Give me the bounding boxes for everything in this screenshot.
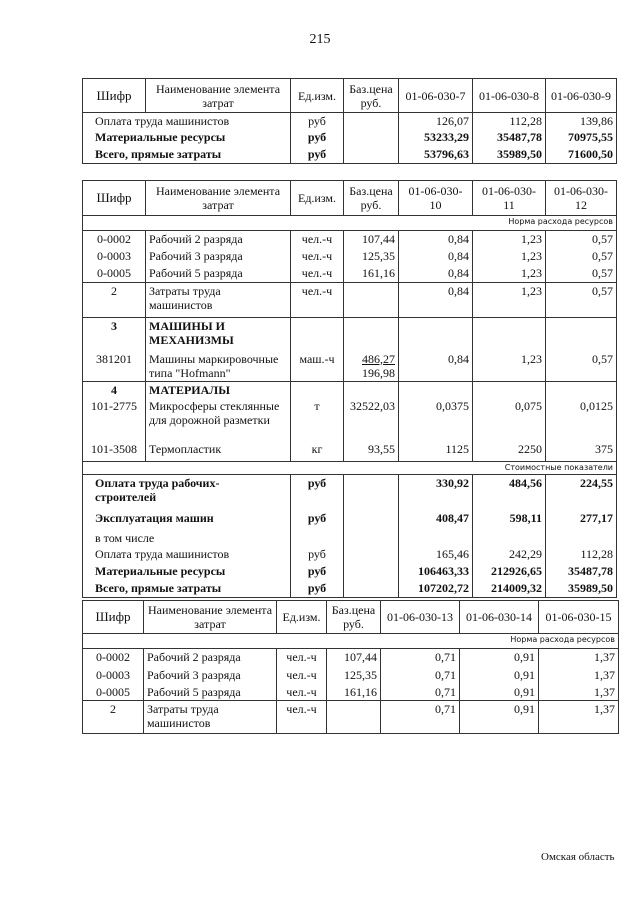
table-row <box>83 510 617 530</box>
base-price-cell <box>344 563 399 580</box>
unit-cell: чел.-ч <box>277 701 327 734</box>
value-cell: 0,0125 <box>546 398 617 441</box>
value-cell: 484,56 <box>473 474 546 510</box>
table-row <box>83 318 617 351</box>
value-cell: 375 <box>546 441 617 461</box>
value-cell: 0,71 <box>381 701 460 734</box>
value-cell <box>546 381 617 398</box>
code-cell: 0-0002 <box>83 231 146 248</box>
base-price-cell <box>344 580 399 597</box>
unit-cell <box>291 318 344 351</box>
unit-cell: руб <box>291 546 344 563</box>
value-cell: 106463,33 <box>399 563 473 580</box>
column-header: 01-06-030-9 <box>546 79 617 113</box>
price-line: 196,98 <box>362 365 395 380</box>
base-price-cell <box>344 129 399 146</box>
name-cell: МАТЕРИАЛЫ <box>146 381 291 398</box>
section-label-row <box>83 216 617 231</box>
unit-cell <box>291 381 344 398</box>
unit-cell <box>291 530 344 546</box>
value-cell: 107202,72 <box>399 580 473 597</box>
code-cell: 0-0005 <box>83 265 146 283</box>
name-cell: Материальные ресурсы <box>83 129 291 146</box>
table-row <box>83 351 617 382</box>
name-cell: Термопластик <box>146 441 291 461</box>
unit-cell: чел.-ч <box>277 649 327 667</box>
code-cell: 0-0003 <box>83 248 146 265</box>
base-price-cell <box>344 318 399 351</box>
value-cell: 112,28 <box>473 113 546 130</box>
table-row <box>83 563 617 580</box>
column-header: Наименование элемента затрат <box>146 79 291 113</box>
code-cell: 3 <box>83 318 146 351</box>
value-cell: 35989,50 <box>546 580 617 597</box>
table-row <box>83 701 619 734</box>
value-cell: 242,29 <box>473 546 546 563</box>
base-price-cell: 125,35 <box>327 667 381 684</box>
value-cell: 112,28 <box>546 546 617 563</box>
column-header: Шифр <box>83 181 146 216</box>
value-cell <box>546 318 617 351</box>
value-cell <box>473 530 546 546</box>
column-header: Баз.цена руб. <box>327 601 381 634</box>
name-cell: Материальные ресурсы <box>83 563 291 580</box>
value-cell: 2250 <box>473 441 546 461</box>
value-cell <box>399 318 473 351</box>
column-header: 01-06-030-14 <box>460 601 539 634</box>
value-cell: 0,57 <box>546 265 617 283</box>
value-cell: 0,84 <box>399 265 473 283</box>
code-cell: 2 <box>83 283 146 318</box>
cost-table-1 <box>82 78 617 164</box>
column-header: Ед.изм. <box>291 181 344 216</box>
column-header: 01-06-030-15 <box>539 601 619 634</box>
base-price-cell <box>344 474 399 510</box>
name-cell: Рабочий 2 разряда <box>146 231 291 248</box>
value-cell: 139,86 <box>546 113 617 130</box>
base-price-cell: 125,35 <box>344 248 399 265</box>
code-cell: 2 <box>83 701 144 734</box>
name-cell: Затраты труда машинистов <box>146 283 291 318</box>
base-price-cell: 161,16 <box>344 265 399 283</box>
value-cell: 1,37 <box>539 684 619 701</box>
unit-cell: руб <box>291 474 344 510</box>
column-header: 01-06-030-13 <box>381 601 460 634</box>
base-price-cell: 93,55 <box>344 441 399 461</box>
value-cell <box>399 530 473 546</box>
name-cell: Оплата труда рабочих- строителей <box>83 474 291 510</box>
unit-cell: маш.-ч <box>291 351 344 382</box>
header-row <box>83 79 617 113</box>
column-header: Шифр <box>83 79 146 113</box>
code-cell: 4 <box>83 381 146 398</box>
value-cell: 35487,78 <box>546 563 617 580</box>
unit-cell: руб <box>291 146 344 163</box>
value-cell: 1,37 <box>539 667 619 684</box>
value-cell: 53796,63 <box>399 146 473 163</box>
unit-cell: кг <box>291 441 344 461</box>
table-row <box>83 667 619 684</box>
value-cell: 0,0375 <box>399 398 473 441</box>
unit-cell: руб <box>291 580 344 597</box>
table-row <box>83 248 617 265</box>
value-cell: 212926,65 <box>473 563 546 580</box>
unit-cell: руб <box>291 113 344 130</box>
base-price-cell: 107,44 <box>327 649 381 667</box>
cost-table-3 <box>82 600 619 734</box>
unit-cell: чел.-ч <box>291 248 344 265</box>
column-header: 01-06-030- 11 <box>473 181 546 216</box>
code-cell: 0-0005 <box>83 684 144 701</box>
name-cell: МАШИНЫ И МЕХАНИЗМЫ <box>146 318 291 351</box>
unit-cell: чел.-ч <box>291 231 344 248</box>
table-row <box>83 381 617 398</box>
value-cell: 1,23 <box>473 231 546 248</box>
name-cell: Рабочий 3 разряда <box>144 667 277 684</box>
base-price-cell <box>344 351 399 382</box>
value-cell: 126,07 <box>399 113 473 130</box>
name-cell: Эксплуатация машин <box>83 510 291 530</box>
value-cell: 0,57 <box>546 351 617 382</box>
value-cell: 71600,50 <box>546 146 617 163</box>
value-cell: 0,71 <box>381 649 460 667</box>
section-label: Норма расхода ресурсов <box>83 216 617 231</box>
table-row <box>83 146 617 163</box>
code-cell: 101-3508 <box>83 441 146 461</box>
table-row <box>83 129 617 146</box>
name-cell: Оплата труда машинистов <box>83 113 291 130</box>
section-label-row <box>83 461 617 474</box>
column-header: 01-06-030- 10 <box>399 181 473 216</box>
name-cell: Машины маркировочные типа "Hofmann" <box>146 351 291 382</box>
code-cell: 101-2775 <box>83 398 146 441</box>
value-cell: 277,17 <box>546 510 617 530</box>
value-cell: 53233,29 <box>399 129 473 146</box>
unit-cell: руб <box>291 510 344 530</box>
column-header: 01-06-030- 12 <box>546 181 617 216</box>
header-row <box>83 181 617 216</box>
value-cell: 0,84 <box>399 248 473 265</box>
value-cell: 1,23 <box>473 283 546 318</box>
value-cell: 0,84 <box>399 283 473 318</box>
table-row <box>83 474 617 510</box>
value-cell: 0,84 <box>399 231 473 248</box>
value-cell: 0,91 <box>460 684 539 701</box>
column-header: Ед.изм. <box>277 601 327 634</box>
column-header: Баз.цена руб. <box>344 79 399 113</box>
column-header: Шифр <box>83 601 144 634</box>
unit-cell: руб <box>291 129 344 146</box>
name-cell: в том числе <box>83 530 291 546</box>
section-label: Норма расхода ресурсов <box>83 634 619 649</box>
value-cell: 0,91 <box>460 701 539 734</box>
code-cell: 0-0002 <box>83 649 144 667</box>
value-cell: 224,55 <box>546 474 617 510</box>
value-cell: 35487,78 <box>473 129 546 146</box>
base-price-cell <box>344 283 399 318</box>
name-cell: Всего, прямые затраты <box>83 146 291 163</box>
name-cell: Рабочий 3 разряда <box>146 248 291 265</box>
value-cell: 0,71 <box>381 667 460 684</box>
base-price-cell <box>344 146 399 163</box>
name-cell: Оплата труда машинистов <box>83 546 291 563</box>
column-header: 01-06-030-7 <box>399 79 473 113</box>
name-cell: Всего, прямые затраты <box>83 580 291 597</box>
value-cell: 1,23 <box>473 248 546 265</box>
column-header: Баз.цена руб. <box>344 181 399 216</box>
table-row <box>83 231 617 248</box>
table-row <box>83 684 619 701</box>
code-cell: 0-0003 <box>83 667 144 684</box>
base-price-cell: 161,16 <box>327 684 381 701</box>
value-cell: 330,92 <box>399 474 473 510</box>
value-cell: 0,57 <box>546 231 617 248</box>
value-cell: 0,075 <box>473 398 546 441</box>
value-cell: 408,47 <box>399 510 473 530</box>
section-label: Стоимостные показатели <box>83 461 617 474</box>
value-cell: 0,91 <box>460 667 539 684</box>
name-cell: Затраты труда машинистов <box>144 701 277 734</box>
value-cell: 1,37 <box>539 701 619 734</box>
footer-region: Омская область <box>541 851 615 863</box>
column-header: 01-06-030-8 <box>473 79 546 113</box>
table-row <box>83 265 617 283</box>
value-cell: 0,57 <box>546 248 617 265</box>
unit-cell: чел.-ч <box>291 265 344 283</box>
value-cell <box>546 530 617 546</box>
unit-cell: руб <box>291 563 344 580</box>
table-row <box>83 113 617 130</box>
value-cell: 1,23 <box>473 351 546 382</box>
value-cell: 0,91 <box>460 649 539 667</box>
base-price-cell: 32522,03 <box>344 398 399 441</box>
column-header: Наименование элемента затрат <box>146 181 291 216</box>
base-price-cell <box>327 701 381 734</box>
unit-cell: чел.-ч <box>277 667 327 684</box>
value-cell: 165,46 <box>399 546 473 563</box>
table-row <box>83 398 617 441</box>
unit-cell: чел.-ч <box>277 684 327 701</box>
table-row <box>83 649 619 667</box>
base-price-cell <box>344 510 399 530</box>
value-cell: 0,57 <box>546 283 617 318</box>
value-cell <box>473 381 546 398</box>
value-cell <box>473 318 546 351</box>
name-cell: Микросферы стеклянные для дорожной разметки <box>146 398 291 441</box>
base-price-cell <box>344 381 399 398</box>
column-header: Ед.изм. <box>291 79 344 113</box>
unit-cell: т <box>291 398 344 441</box>
table-row <box>83 546 617 563</box>
value-cell: 0,71 <box>381 684 460 701</box>
base-price-cell <box>344 530 399 546</box>
page-number: 215 <box>309 32 331 47</box>
value-cell: 1,37 <box>539 649 619 667</box>
value-cell: 214009,32 <box>473 580 546 597</box>
name-cell: Рабочий 5 разряда <box>144 684 277 701</box>
table-row <box>83 580 617 597</box>
base-price-cell <box>344 113 399 130</box>
value-cell: 0,84 <box>399 351 473 382</box>
value-cell: 35989,50 <box>473 146 546 163</box>
price-line: 486,27 <box>362 351 395 366</box>
value-cell: 1,23 <box>473 265 546 283</box>
table-row <box>83 530 617 546</box>
table-row <box>83 283 617 318</box>
unit-cell: чел.-ч <box>291 283 344 318</box>
base-price-cell: 107,44 <box>344 231 399 248</box>
code-cell: 381201 <box>83 351 146 382</box>
table-row <box>83 441 617 461</box>
name-cell: Рабочий 2 разряда <box>144 649 277 667</box>
section-label-row <box>83 634 619 649</box>
cost-table-2 <box>82 180 617 598</box>
value-cell: 70975,55 <box>546 129 617 146</box>
base-price-cell <box>344 546 399 563</box>
value-cell: 1125 <box>399 441 473 461</box>
header-row <box>83 601 619 634</box>
value-cell <box>399 381 473 398</box>
name-cell: Рабочий 5 разряда <box>146 265 291 283</box>
column-header: Наименование элемента затрат <box>144 601 277 634</box>
value-cell: 598,11 <box>473 510 546 530</box>
